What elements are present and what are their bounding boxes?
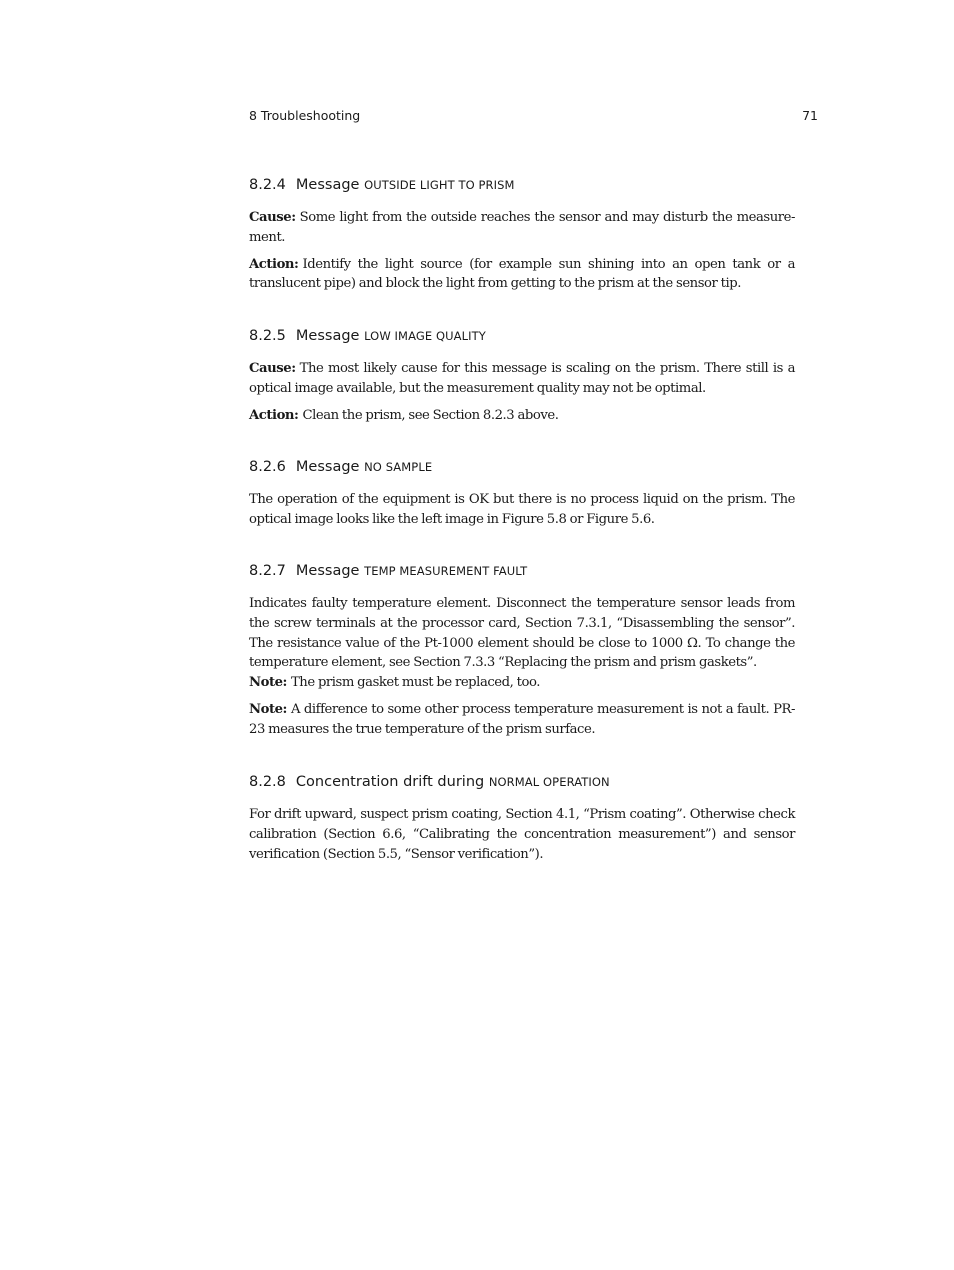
section-8-2-8 (249, 773, 795, 871)
section-heading: 8.2.7 Message TEMP MEASUREMENT FAULT (249, 563, 528, 579)
action-paragraph: Action: Identify the light source (for example sun shining into an open tank or a translucent pipe) and block the light from getting to the prism at the sensor tip. (249, 256, 795, 292)
section-8-2-4 (249, 176, 795, 301)
body-paragraph: For drift upward, suspect prism coating, Section 4.1, “Prism coating”. Otherwise check calibration (Section 6.6, “Calibrating the concentration measurement”) and sensor verification (Section 5.5, “Sensor verification”). (249, 807, 795, 862)
page-number: 71 (802, 108, 818, 123)
section-heading: 8.2.8 Concentration drift during NORMAL OPERATION (249, 774, 610, 790)
cause-paragraph: Cause: The most likely cause for this message is scaling on the prism. There still is a optical image available, but the measurement quality may not be optimal. (249, 361, 795, 396)
note-paragraph: Note: A difference to some other process temperature measurement is not a fault. PR-23 measures the true temperature of the prism surface. (249, 701, 795, 737)
action-paragraph: Action: Clean the prism, see Section 8.2.3 above. (249, 407, 559, 423)
section-8-2-7 (249, 562, 795, 747)
note-paragraph: Note: The prism gasket must be replaced, too. (249, 675, 540, 691)
cause-paragraph: Cause: Some light from the outside reaches the sensor and may disturb the measure-ment. (249, 210, 795, 245)
section-heading: 8.2.6 Message NO SAMPLE (249, 459, 433, 475)
section-heading: 8.2.5 Message LOW IMAGE QUALITY (249, 328, 486, 344)
section-heading: 8.2.4 Message OUTSIDE LIGHT TO PRISM (249, 177, 515, 193)
section-8-2-6 (249, 458, 795, 537)
running-head (249, 108, 818, 126)
running-head-chapter: 8 Troubleshooting (249, 108, 361, 123)
section-8-2-5 (249, 327, 795, 432)
body-paragraph: The operation of the equipment is OK but there is no process liquid on the prism. The optical image looks like the left image in Figure 5.8 or Figure 5.6. (249, 492, 795, 527)
body-paragraph: Indicates faulty temperature element. Disconnect the temperature sensor leads from the screw terminals at the processor card, Section 7.3.1, “Disassembling the sensor”. The resistance value of the Pt-1000 element should be close to 1000 Ω. To change the temperature element, see Section 7.3.3 “Replacing the prism and prism gaskets”. (249, 596, 795, 671)
